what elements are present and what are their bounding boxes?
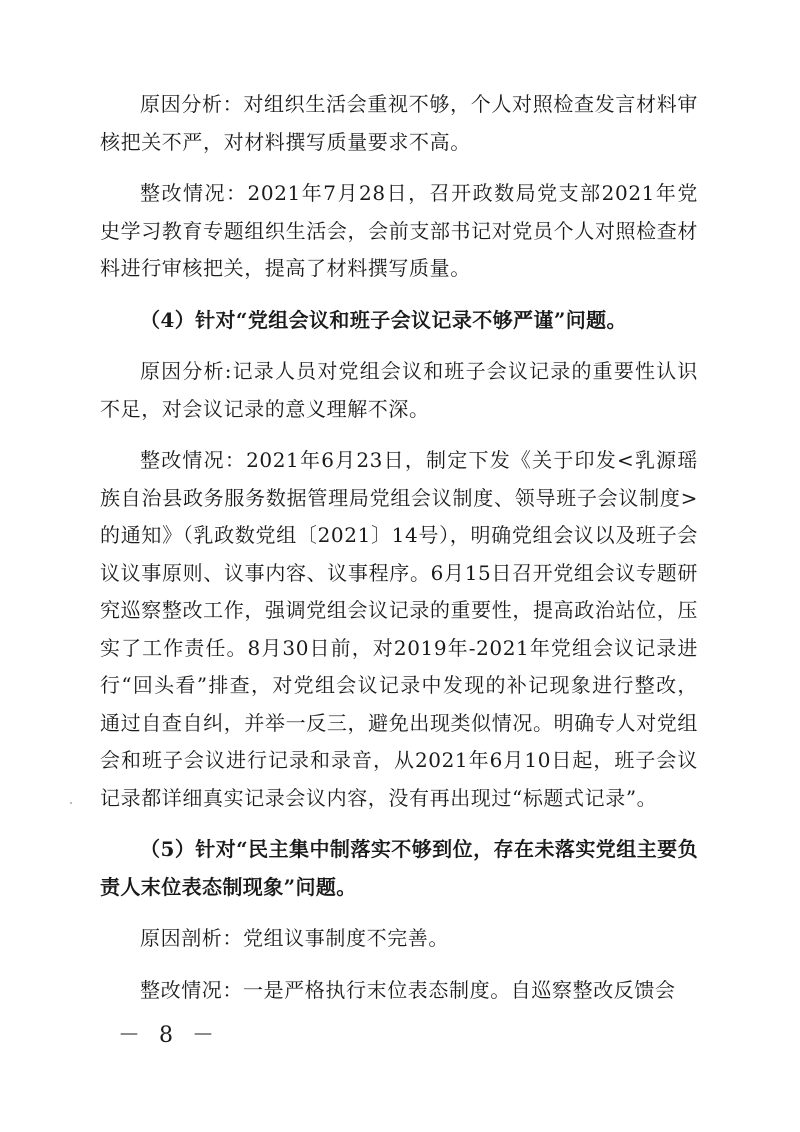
paragraph-cause-analysis-3: 原因剖析：党组议事制度不完善。 (140, 926, 449, 950)
paragraph-rectification-3: 整改情况：一是严格执行末位表态制度。自巡察整改反馈会 (140, 977, 676, 1002)
document-body (100, 86, 698, 1009)
paragraph-rectification-1: 整改情况：2021年7月28日，召开政数局党支部2021年党史学习教育专题组织生活会，会前支部书记对党员个人对照检查材料进行审核把关，提高了材料撰写质量。 (100, 181, 698, 280)
scan-speck (70, 802, 72, 804)
paragraph-cause-analysis-1: 原因分析：对组织生活会重视不够，个人对照检查发言材料审核把关不严，对材料撰写质量要求不高。 (100, 92, 698, 154)
section-heading-5: （5）针对“民主集中制落实不够到位，存在未落实党组主要负责人末位表态制现象”问题。 (100, 837, 698, 899)
page-number: － 8 － (118, 1023, 220, 1048)
paragraph-cause-analysis-2: 原因分析:记录人员对党组会议和班子会议记录的重要性认识不足，对会议记录的意义理解不深。 (100, 359, 698, 421)
section-heading-4: （4）针对“党组会议和班子会议记录不够严谨”问题。 (140, 307, 627, 332)
paragraph-rectification-2: 整改情况：2021年6月23日，制定下发《关于印发<乳源瑶族自治县政务服务数据管理局党组会议制度、领导班子会议制度>的通知》（乳政数党组〔2021〕14号），明确党组会议以及班子会议议事原则、议事内容、议事程序。6月15日召开党组会议专题研究巡察整改工作，强调党组会议记录的重要性，提高政治站位，压实了工作责任。8月30日前，对2019年-2021年党组会议记录进行“回头看”排查，对党组会议记录中发现的补记现象进行整改，通过自查自纠，并举一反三，避免出现类似情况。明确专人对党组会和班子会议进行记录和录音，从2021年6月10日起，班子会议记录都详细真实记录会议内容，没有再出现过“标题式记录”。 (100, 448, 698, 810)
